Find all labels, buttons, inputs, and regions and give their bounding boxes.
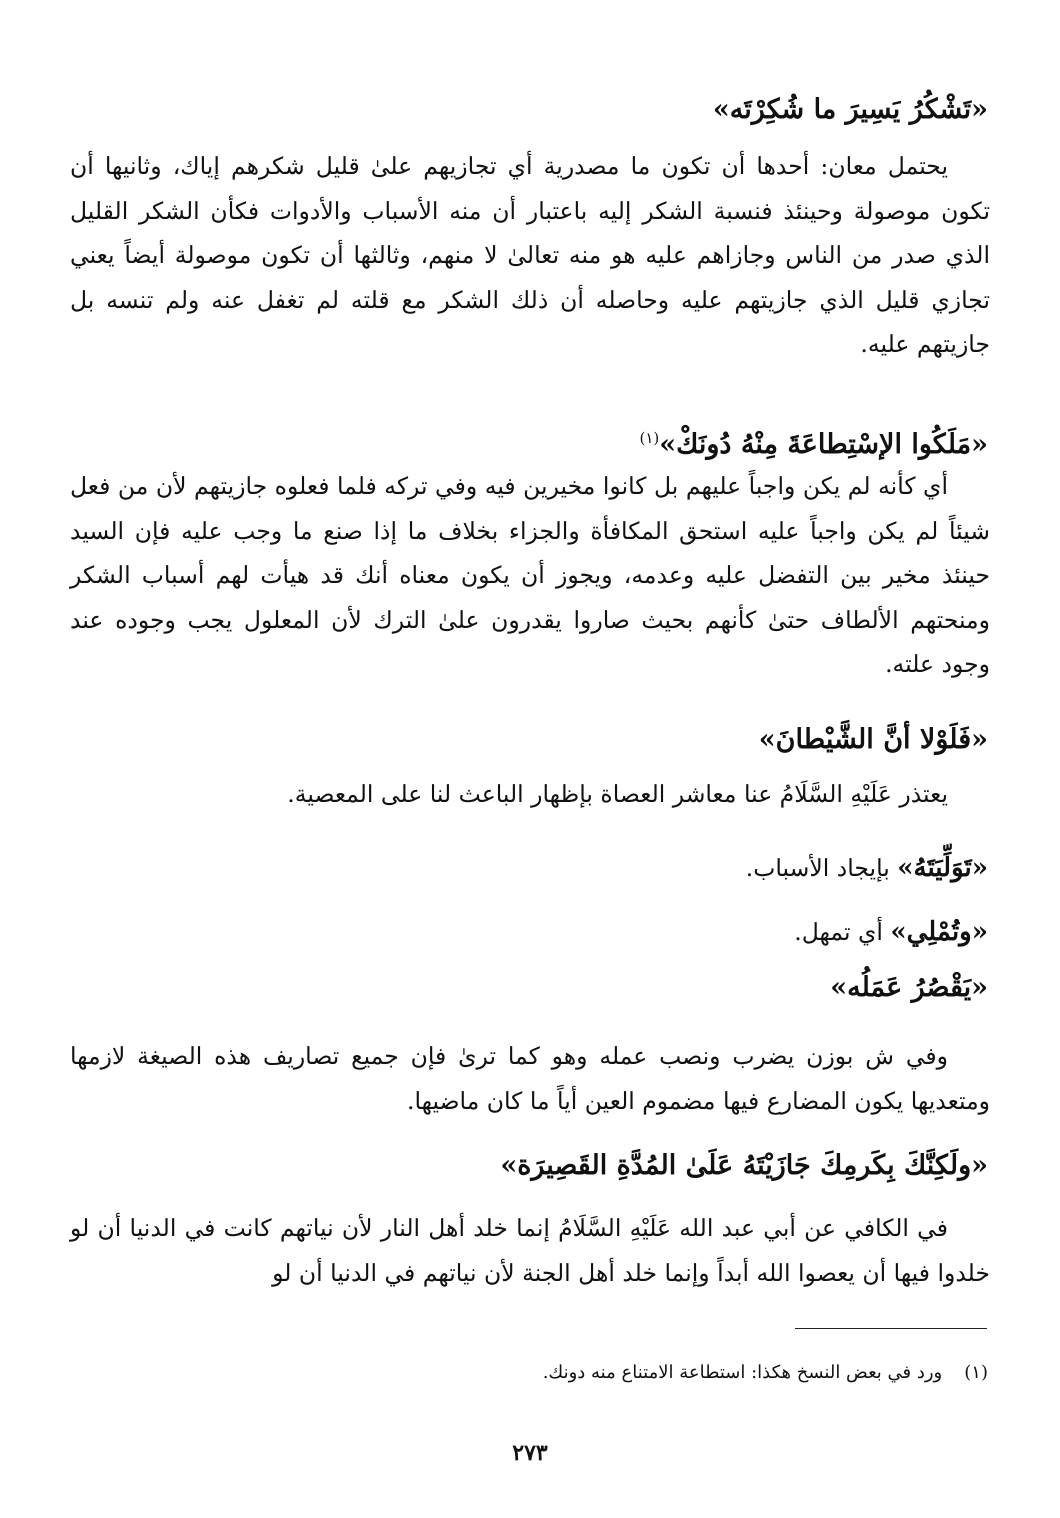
- paragraph-6: [70, 1034, 990, 1123]
- paragraph-7: [70, 1206, 990, 1295]
- paragraph-7-text: في الكافي عن أبي عبد الله عَلَيْهِ السَّلَامُ إنما خلد أهل النار لأن نياتهم كانت في الدنيا أن لو خلدوا فيها أن يعصوا الله أبداً وإنما خلد أهل الجنة لأن نياتهم في الدنيا أن لو: [70, 1214, 990, 1287]
- term-tawliyatahu: «تَوَلِّيَتَهُ»: [897, 853, 988, 883]
- heading-walakinnaka: «ولَكِنَّكَ بِكَرمِكَ جَازَيْتَهُ عَلَىٰ المُدَّةِ القَصِيرَة»: [500, 1150, 988, 1181]
- paragraph-1-text: يحتمل معان: أحدها أن تكون ما مصدرية أي تجازيهم علىٰ قليل شكرهم إياك، وثانيها أن تكون موصولة وحينئذ فنسبة الشكر إليه باعتبار أن منه الأسباب والأدوات فكأن الشكر القليل الذي صدر من الناس وجازاهم عليه هو منه تعالىٰ لا منهم، وثالثها أن تكون موصولة أيضاً يعني تجازي قليل الذي جازيتهم عليه وحاصله أن ذلك الشكر مع قلته لم تغفل عنه ولم تنسه بل جازيتهم عليه.: [70, 152, 990, 358]
- term-wa-tumli: «وتُمْلِي»: [890, 917, 988, 947]
- paragraph-2: [70, 464, 990, 687]
- footnote-divider: [795, 1328, 987, 1329]
- line-tawliyatahu: [746, 848, 988, 888]
- paragraph-3: [70, 772, 990, 817]
- paragraph-6-text: وفي ش بوزن يضرب ونصب عمله وهو كما ترىٰ فإن جميع تصاريف هذه الصيغة لازمها ومتعديها يكون المضارع فيها مضموم العين أياً ما كان ماضيها.: [70, 1042, 990, 1115]
- heading-malakuw-text: «مَلَكُوا الإسْتِطاعَةَ مِنْهُ دُونَكْ»: [659, 429, 988, 460]
- heading-malakuw: [639, 418, 988, 465]
- paragraph-2-text: أي كأنه لم يكن واجباً عليهم بل كانوا مخيرين فيه وفي تركه فلما فعلوه جازيتهم لأن من فعل شيئاً لم يكن واجباً عليه استحق المكافأة والجزاء بخلاف ما إذا صنع ما وجب عليه فإن السيد حينئذ مخير بين التفضل عليه وعدمه، ويجوز أن يكون معناه أنك قد هيأت لهم أسباب الشكر ومنحتهم الألطاف حتىٰ كأنهم بحيث صاروا يقدرون علىٰ الترك لأن المعلول يجب وجوده عند وجود علته.: [70, 472, 990, 678]
- paragraph-3-text: يعتذر عَلَيْهِ السَّلَامُ عنا معاشر العصاة بإظهار الباعث لنا على المعصية.: [287, 780, 948, 808]
- heading-yaqsuru: «يَقْصُرُ عَمَلُه»: [830, 972, 988, 1003]
- paragraph-1: [70, 144, 990, 367]
- footnote-reference[interactable]: (١): [639, 429, 660, 447]
- footnote: [543, 1362, 988, 1383]
- page-number: ٢٧٣: [512, 1440, 548, 1466]
- heading-tashkur: «تَشْكُرُ يَسِيرَ ما شُكِرْتَه»: [712, 94, 988, 125]
- footnote-text: ورد في بعض النسخ هكذا: استطاعة الامتناع منه دونك.: [542, 1362, 943, 1383]
- gloss-wa-tumli: أي تمهل.: [794, 918, 883, 946]
- gloss-tawliyatahu: بإيجاد الأسباب.: [745, 854, 890, 882]
- line-wa-tumli: [794, 912, 988, 952]
- footnote-number: (١): [964, 1362, 988, 1383]
- heading-falawla: «فَلَوْلا أنَّ الشَّيْطانَ»: [758, 724, 988, 755]
